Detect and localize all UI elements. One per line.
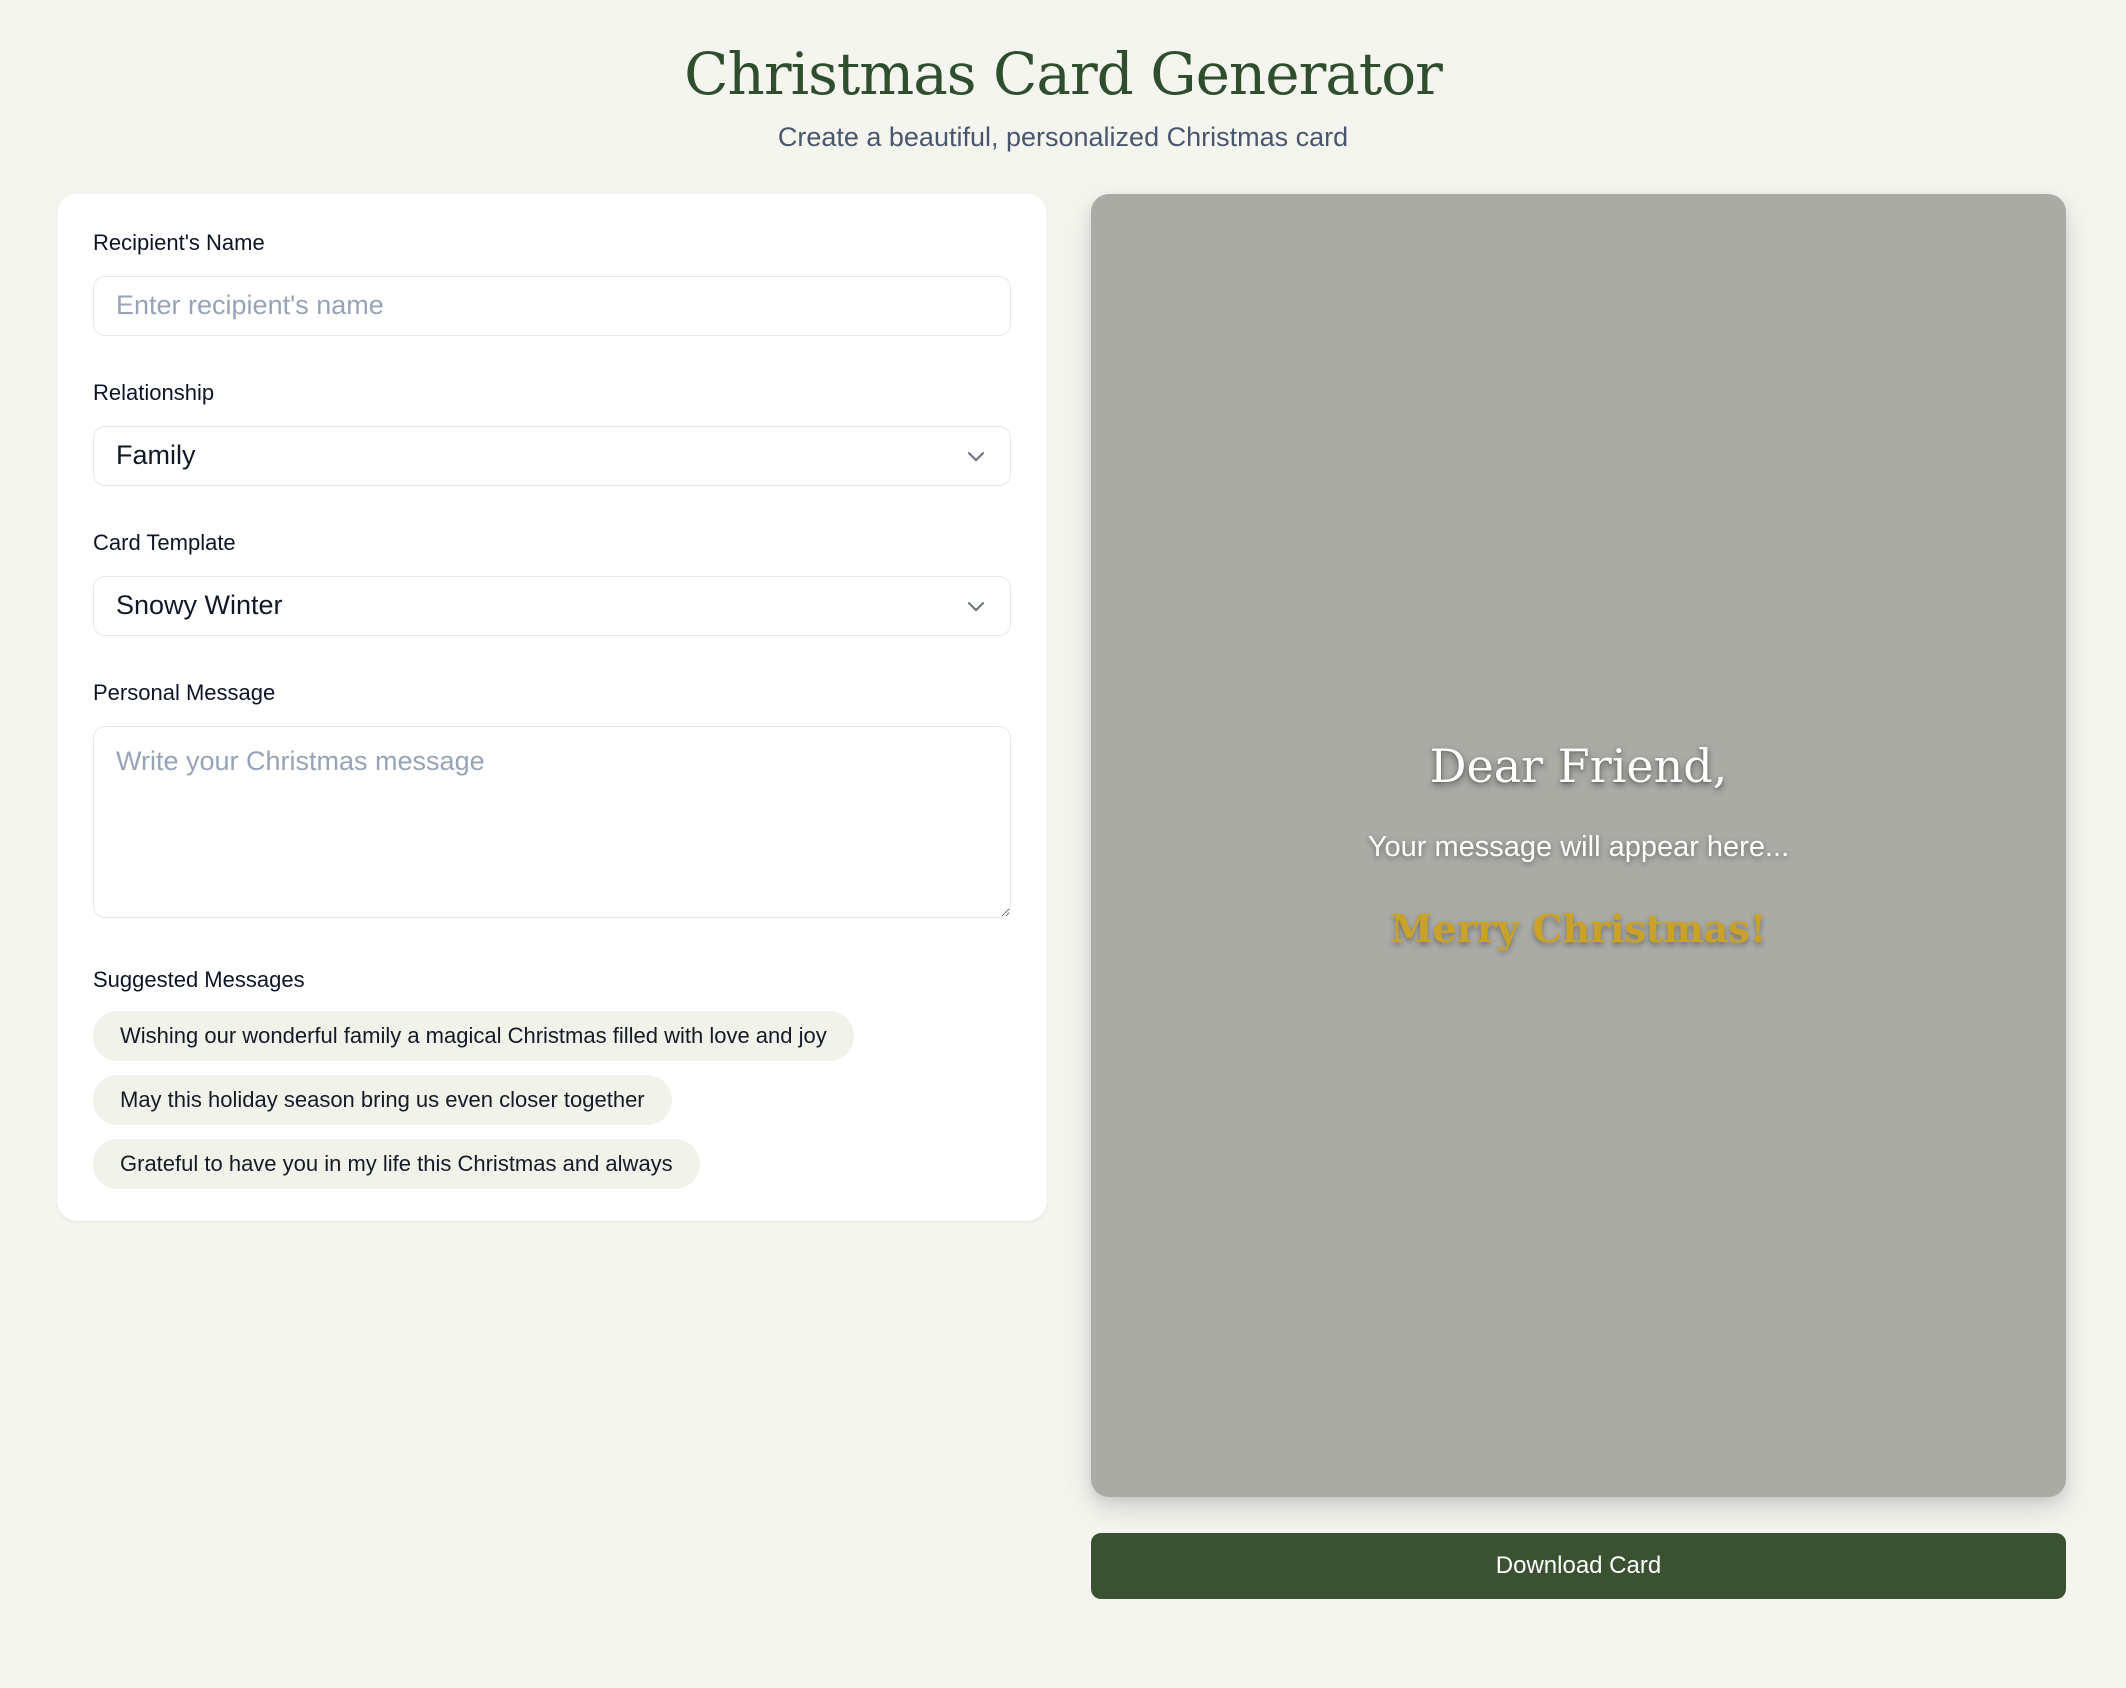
card-template-label: Card Template bbox=[93, 529, 236, 555]
suggested-message-pill[interactable]: Wishing our wonderful family a magical Christmas filled with love and joy bbox=[93, 1011, 854, 1061]
card-template-group bbox=[93, 530, 1011, 636]
card-template-selected-value: Snowy Winter bbox=[116, 590, 283, 621]
recipient-name-label: Recipient's Name bbox=[93, 229, 265, 255]
download-card-button[interactable]: Download Card bbox=[1091, 1533, 2066, 1599]
preview-message: Your message will appear here... bbox=[1367, 831, 1790, 864]
page-title: Christmas Card Generator bbox=[684, 40, 1442, 108]
bottom-spacer bbox=[0, 1599, 2126, 1688]
relationship-selected-value: Family bbox=[116, 440, 196, 471]
card-preview bbox=[1091, 194, 2066, 1497]
suggested-messages-label: Suggested Messages bbox=[93, 966, 305, 992]
preview-greeting: Dear Friend, bbox=[1429, 739, 1728, 794]
suggested-messages-list bbox=[93, 1011, 1011, 1189]
personal-message-label: Personal Message bbox=[93, 679, 276, 705]
chevron-down-icon bbox=[962, 592, 990, 620]
chevron-down-icon bbox=[962, 442, 990, 470]
page-header bbox=[0, 0, 2126, 153]
suggested-message-pill[interactable]: Grateful to have you in my life this Christmas and always bbox=[93, 1139, 700, 1189]
suggested-message-pill[interactable]: May this holiday season bring us even closer together bbox=[93, 1075, 672, 1125]
relationship-select[interactable] bbox=[93, 426, 1011, 486]
card-template-select[interactable] bbox=[93, 576, 1011, 636]
recipient-name-group bbox=[93, 230, 1011, 336]
preview-column bbox=[1091, 194, 2066, 1599]
recipient-name-input[interactable] bbox=[93, 276, 1011, 336]
page-subtitle: Create a beautiful, personalized Christmas card bbox=[777, 121, 1349, 152]
relationship-label: Relationship bbox=[93, 379, 215, 405]
preview-closing: Merry Christmas! bbox=[1390, 906, 1767, 952]
personal-message-textarea[interactable] bbox=[93, 726, 1011, 918]
main-content bbox=[0, 153, 2126, 1599]
personal-message-group bbox=[93, 680, 1011, 923]
relationship-group bbox=[93, 380, 1011, 486]
card-form-panel bbox=[57, 194, 1047, 1221]
suggested-messages-group bbox=[93, 967, 1011, 1189]
